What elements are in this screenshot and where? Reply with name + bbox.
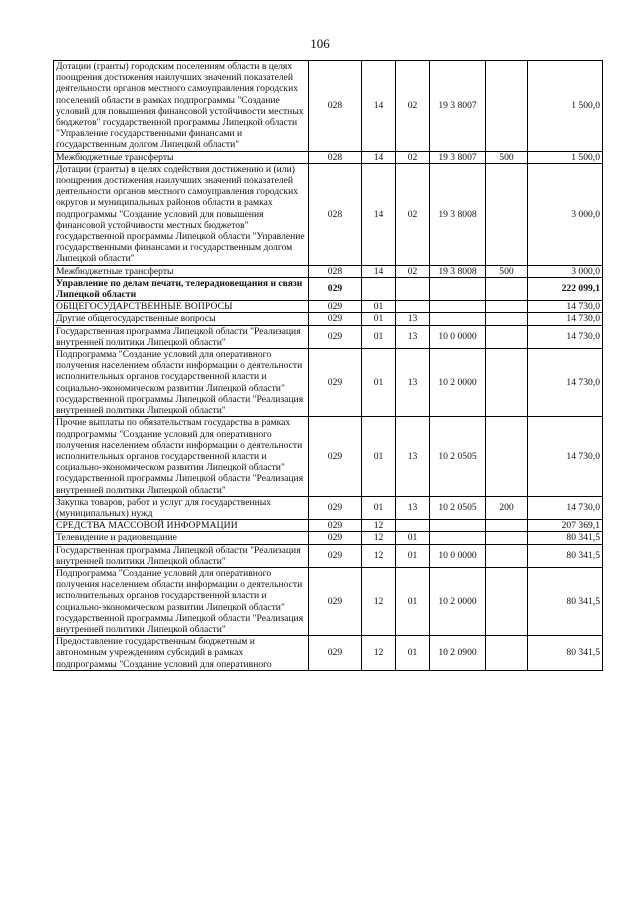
table-row <box>54 325 603 348</box>
cell-description: Подпрограмма "Создание условий для оперативного получения населением области информации о деятельности исполнительных органов государственной власти и социально-экономическом развитии Липецкой области" государственной программы Липецкой области "Реализация внутренней политики Липецкой области" <box>54 349 309 417</box>
cell-subsection-code: 01 <box>396 636 430 671</box>
cell-expense-type <box>486 301 528 313</box>
cell-section-code: 01 <box>362 301 396 313</box>
cell-subsection-code: 13 <box>396 325 430 348</box>
table-row <box>54 301 603 313</box>
cell-target-article: 19 3 8008 <box>430 265 486 277</box>
cell-target-article: 10 2 0000 <box>430 349 486 417</box>
cell-subsection-code <box>396 301 430 313</box>
cell-section-code: 12 <box>362 532 396 544</box>
cell-section-code: 14 <box>362 163 396 265</box>
cell-section-code: 01 <box>362 325 396 348</box>
cell-section-code: 12 <box>362 567 396 635</box>
cell-section-code <box>362 277 396 300</box>
cell-ved-code: 029 <box>309 532 362 544</box>
cell-description: Предоставление государственным бюджетным и автономным учреждениям субсидий в рамках подпрограммы "Создание условий для оперативного <box>54 636 309 671</box>
cell-section-code: 01 <box>362 313 396 325</box>
cell-target-article: 10 2 0900 <box>430 636 486 671</box>
cell-target-article <box>430 313 486 325</box>
cell-target-article: 19 3 8007 <box>430 61 486 152</box>
cell-expense-type <box>486 325 528 348</box>
cell-description: Другие общегосударственные вопросы <box>54 313 309 325</box>
cell-expense-type <box>486 313 528 325</box>
cell-subsection-code: 01 <box>396 544 430 567</box>
cell-expense-type <box>486 567 528 635</box>
cell-target-article: 10 2 0505 <box>430 417 486 496</box>
cell-ved-code: 029 <box>309 325 362 348</box>
cell-section-code: 14 <box>362 151 396 163</box>
cell-ved-code: 029 <box>309 301 362 313</box>
table-row <box>54 163 603 265</box>
cell-target-article <box>430 277 486 300</box>
cell-expense-type <box>486 61 528 152</box>
cell-subsection-code: 02 <box>396 163 430 265</box>
cell-amount: 3 000,0 <box>528 163 603 265</box>
budget-table <box>53 60 603 671</box>
cell-amount: 14 730,0 <box>528 325 603 348</box>
cell-expense-type: 500 <box>486 151 528 163</box>
cell-target-article <box>430 301 486 313</box>
cell-amount: 14 730,0 <box>528 496 603 519</box>
cell-expense-type <box>486 417 528 496</box>
table-row <box>54 151 603 163</box>
cell-ved-code: 029 <box>309 349 362 417</box>
cell-description: ОБЩЕГОСУДАРСТВЕННЫЕ ВОПРОСЫ <box>54 301 309 313</box>
cell-description: Подпрограмма "Создание условий для оперативного получения населением области информации о деятельности исполнительных органов государственной власти и социально-экономическом развитии Липецкой области" государственной программы Липецкой области "Реализация внутренней политики Липецкой области" <box>54 567 309 635</box>
cell-description: Межбюджетные трансферты <box>54 151 309 163</box>
page-number: 106 <box>310 36 330 51</box>
cell-ved-code: 029 <box>309 636 362 671</box>
cell-ved-code: 028 <box>309 163 362 265</box>
cell-expense-type <box>486 520 528 532</box>
cell-description: Управление по делам печати, телерадиовещания и связи Липецкой области <box>54 277 309 300</box>
cell-amount: 14 730,0 <box>528 313 603 325</box>
cell-ved-code: 029 <box>309 520 362 532</box>
table-row <box>54 636 603 671</box>
cell-subsection-code: 01 <box>396 567 430 635</box>
cell-amount: 80 341,5 <box>528 567 603 635</box>
cell-target-article <box>430 532 486 544</box>
cell-description: Государственная программа Липецкой области "Реализация внутренней политики Липецкой области" <box>54 544 309 567</box>
cell-amount: 80 341,5 <box>528 532 603 544</box>
cell-target-article: 10 2 0505 <box>430 496 486 519</box>
cell-ved-code: 028 <box>309 61 362 152</box>
table-row <box>54 313 603 325</box>
cell-ved-code: 029 <box>309 417 362 496</box>
cell-subsection-code: 13 <box>396 313 430 325</box>
cell-subsection-code: 13 <box>396 417 430 496</box>
cell-section-code: 12 <box>362 636 396 671</box>
table-row <box>54 61 603 152</box>
cell-amount: 80 341,5 <box>528 636 603 671</box>
table-row <box>54 532 603 544</box>
cell-expense-type <box>486 277 528 300</box>
cell-section-code: 01 <box>362 496 396 519</box>
cell-target-article: 10 0 0000 <box>430 325 486 348</box>
cell-amount: 3 000,0 <box>528 265 603 277</box>
cell-ved-code: 029 <box>309 313 362 325</box>
table-row <box>54 496 603 519</box>
cell-ved-code: 029 <box>309 544 362 567</box>
table-row <box>54 417 603 496</box>
table-row <box>54 544 603 567</box>
cell-ved-code: 029 <box>309 567 362 635</box>
cell-description: Государственная программа Липецкой области "Реализация внутренней политики Липецкой области" <box>54 325 309 348</box>
cell-expense-type: 500 <box>486 265 528 277</box>
cell-expense-type <box>486 544 528 567</box>
cell-target-article: 10 0 0000 <box>430 544 486 567</box>
cell-target-article: 19 3 8008 <box>430 163 486 265</box>
cell-ved-code: 028 <box>309 265 362 277</box>
cell-expense-type <box>486 636 528 671</box>
table-row <box>54 277 603 300</box>
cell-description: СРЕДСТВА МАССОВОЙ ИНФОРМАЦИИ <box>54 520 309 532</box>
cell-amount: 14 730,0 <box>528 417 603 496</box>
cell-amount: 80 341,5 <box>528 544 603 567</box>
cell-description: Прочие выплаты по обязательствам государства в рамках подпрограммы "Создание условий для оперативного получения населением области информации о деятельности исполнительных органов государственной власти и социально-экономическом развитии Липецкой области" государственной программы Липецкой области "Реализация внутренней политики Липецкой области" <box>54 417 309 496</box>
cell-description: Межбюджетные трансферты <box>54 265 309 277</box>
cell-section-code: 14 <box>362 265 396 277</box>
cell-subsection-code: 02 <box>396 265 430 277</box>
cell-amount: 14 730,0 <box>528 301 603 313</box>
table-body <box>54 61 603 671</box>
table-row <box>54 349 603 417</box>
cell-amount: 1 500,0 <box>528 61 603 152</box>
cell-expense-type <box>486 163 528 265</box>
table-row <box>54 567 603 635</box>
cell-amount: 1 500,0 <box>528 151 603 163</box>
cell-target-article <box>430 520 486 532</box>
cell-target-article: 10 2 0000 <box>430 567 486 635</box>
cell-section-code: 12 <box>362 544 396 567</box>
cell-description: Дотации (гранты) в целях содействия достижению и (или) поощрения достижения наилучших значений показателей деятельности органов местного самоуправления городских округов и муниципальных районов области в рамках подпрограммы "Создание условий для повышения финансовой устойчивости местных бюджетов" государственной программы Липецкой области "Управление государственными финансами и государственным долгом Липецкой области" <box>54 163 309 265</box>
cell-expense-type: 200 <box>486 496 528 519</box>
cell-subsection-code: 01 <box>396 532 430 544</box>
cell-subsection-code: 02 <box>396 151 430 163</box>
cell-subsection-code: 02 <box>396 61 430 152</box>
cell-section-code: 14 <box>362 61 396 152</box>
cell-ved-code: 029 <box>309 277 362 300</box>
table-row <box>54 520 603 532</box>
cell-amount: 207 369,1 <box>528 520 603 532</box>
cell-amount: 14 730,0 <box>528 349 603 417</box>
cell-target-article: 19 3 8007 <box>430 151 486 163</box>
cell-subsection-code <box>396 520 430 532</box>
cell-expense-type <box>486 349 528 417</box>
cell-section-code: 01 <box>362 417 396 496</box>
cell-expense-type <box>486 532 528 544</box>
cell-section-code: 01 <box>362 349 396 417</box>
cell-ved-code: 028 <box>309 151 362 163</box>
cell-subsection-code: 13 <box>396 496 430 519</box>
cell-subsection-code <box>396 277 430 300</box>
cell-description: Телевидение и радиовещание <box>54 532 309 544</box>
cell-description: Закупка товаров, работ и услуг для государственных (муниципальных) нужд <box>54 496 309 519</box>
table-row <box>54 265 603 277</box>
cell-description: Дотации (гранты) городским поселениям области в целях поощрения достижения наилучших значений показателей деятельности органов местного самоуправления городских поселений области в рамках подпрограммы "Создание условий для повышения финансовой устойчивости местных бюджетов" государственной программы Липецкой области "Управление государственными финансами и государственным долгом Липецкой области" <box>54 61 309 152</box>
cell-section-code: 12 <box>362 520 396 532</box>
cell-ved-code: 029 <box>309 496 362 519</box>
cell-subsection-code: 13 <box>396 349 430 417</box>
cell-amount: 222 099,1 <box>528 277 603 300</box>
